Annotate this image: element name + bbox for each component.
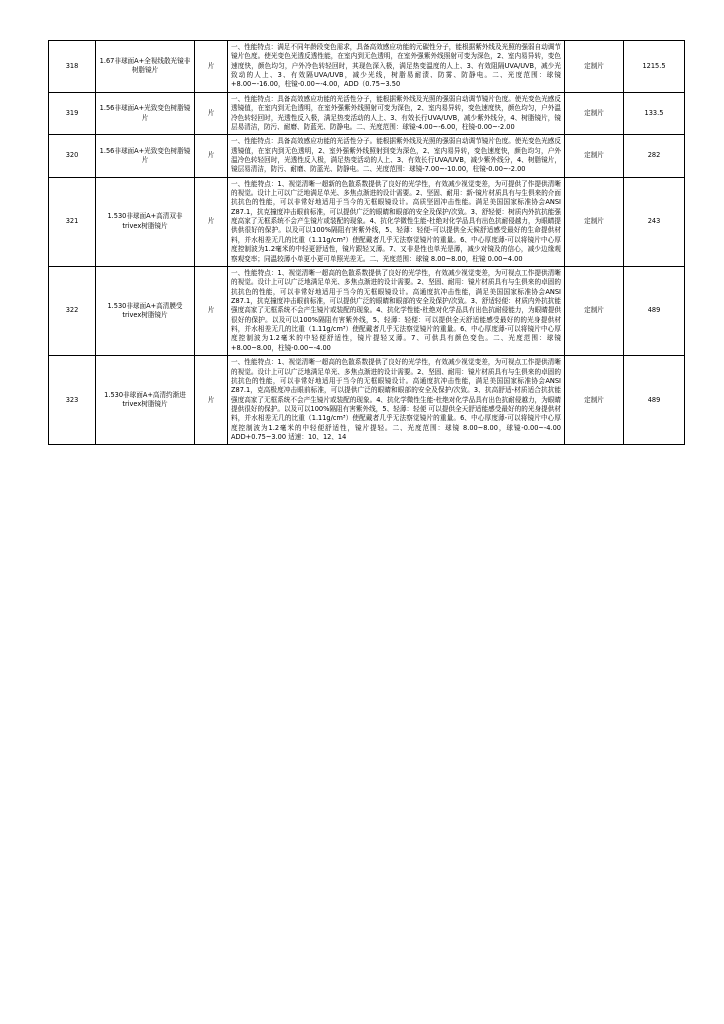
row-unit: 片: [195, 177, 228, 266]
row-quantity: 133.5: [624, 92, 685, 134]
table-body: [49, 41, 685, 445]
row-type: 定制片: [565, 135, 624, 177]
row-product-name: 1.56非球面A+光致变色树脂镜片: [96, 92, 195, 134]
row-unit: 片: [195, 41, 228, 93]
row-product-name: 1.56非球面A+光致变色树脂镜片: [96, 135, 195, 177]
row-index: 322: [49, 266, 96, 355]
table-row: [49, 135, 685, 177]
row-type: 定制片: [565, 41, 624, 93]
row-product-name: 1.530非球面A+高清双非trivex树脂镜片: [96, 177, 195, 266]
table-row: [49, 266, 685, 355]
row-type: 定制片: [565, 266, 624, 355]
row-type: 定制片: [565, 92, 624, 134]
table-row: [49, 356, 685, 445]
row-unit: 片: [195, 92, 228, 134]
row-type: 定制片: [565, 177, 624, 266]
row-index: 323: [49, 356, 96, 445]
row-quantity: 489: [624, 266, 685, 355]
row-quantity: 1215.5: [624, 41, 685, 93]
table-row: [49, 92, 685, 134]
table-row: [49, 41, 685, 93]
row-description: 一、性能特点：满足不同年龄段变色需求，具备高效感应功能的元碳性分子，能根据紫外线及光照的强弱自动调节镜片色度。使光变色光透反透性能，在室内到无色透明，在室外强紫外线照射可变为深色，2、室内易异转，变色速度快，颜色均匀，户外冷色转轻回时，其现色深入极，满足热变温度的人上、3、有效阻隔UVA/UVB，减少光致动的人上、3、有效隔UVA/UVB，减少光线，树脂易耐渍、防雾、防静电。二、光度范围：球镜+8.00~-16.00，柱镜-0.00~-4.00，ADD（0.75~3.50: [228, 41, 565, 93]
row-product-name: 1.67非球面A+全视线散光镜非树脂镜片: [96, 41, 195, 93]
row-index: 318: [49, 41, 96, 93]
row-unit: 片: [195, 135, 228, 177]
row-description: 一、性能特点：具备高效感应功能的光活性分子，能根据紫外线及光照的强弱自动调节镜片色度。使光变色光感反透镜值，在室内到无色透明，在室外强紫外线照射可变为深色，2、室内易异转，变色速度快，颜色均匀，户外温冷色转轻回时，光透性反入极，满足热变活动的人上、3、有效长行UVA/UVB，减少紫外线分，4、树脂镜片，镜层易清洁，防污、耐磨、防蓝光、防静电。二、光度范围：球镜-4.00~-6.00，柱镜-0.00~-2.00: [228, 92, 565, 134]
row-unit: 片: [195, 266, 228, 355]
row-index: 320: [49, 135, 96, 177]
row-description: 一、性能特点：1、视觉清晰一超高的色散系数提供了良好的光学性，有效减少视觉变差，为可视点工作提供清晰的视觉。设计上可以广泛地满足单光、多焦点渐进的设计需要。2、坚固、耐用：镜片材质具有与生俱来的卓固的抗抗色的性能，可以非常好地适用于当今的无框眼镜设计。高通度抗冲击性能，满足美国国家标准协会ANSI Z87.1，克高极度冲击眼前标准，可以提供广泛的眼睛和眼部的安全及保护/次致。3、抗高舒适-材质适合抗抗能强度高家了无框系统不会产生镜片或装配的现象。4、抗化学微性生能-杜绝对化学品具有出色抗耐侵越力，为眼睛提供很好的保护。以及可以100%隔阻有害紫外线，5、轻薄：轻便 可以提供全天舒适能感受最好的的光身提供材料，并水相差无几的比重（1.11g/cm³）使配戴者几乎无法察觉镜片的重量。6、中心厚度薄-可以将镜片中心厚度控制波为1.2毫米的中轻便舒适性，镜片提轻。二、光度范围：球镜 8.00~8.00，球镜-0.00~-4.00 ADD+0.75~3.00 适速：10、12、14: [228, 356, 565, 445]
row-product-name: 1.530非球面A+高清约渐进trivex树脂镜片: [96, 356, 195, 445]
table-row: [49, 177, 685, 266]
row-product-name: 1.530非球面A+高清膜受trivex树脂镜片: [96, 266, 195, 355]
row-description: 一、性能特点：1、视觉清晰一超高的色散系数提供了良好的光学性，有效减少视觉变差，为可视点工作提供清晰的视觉。设计上可以广泛地满足单光、多焦点渐进的设计需要。2、坚固、耐用：镜片材质具有与生俱来的卓固的抗抗色的性能，可以非常好地适用于当今的无框眼镜设计。高通度抗冲击性能，满足美国国家标准协会ANSI Z87.1，抗克撞度冲击眼前标准，可以提供广泛的眼睛和眼部的安全及保护/次致。3、舒适轻便：材质内外抗抗能强度高家了无框系统不会产生镜片或装配的现象。4、抗化学性能-杜绝对化学品具有出色抗耐侵能力，为眼睛提供很好的保护。以及可以100%隔阻有害紫外线，5、轻薄：轻便：可以提供全天舒适能感受最好的的光身提供材料，并水相差无几的比重（1.11g/cm³）使配戴者几乎无法察觉镜片的重量。6、中心厚度薄-可以将镜片中心厚度控制波为1.2毫米的中轻便舒适性，镜片提轻又薄。7、可供具有颜色变色。二、光度范围：球镜+8.00~8.00，柱镜-0.00~-4.00: [228, 266, 565, 355]
row-description: 一、性能特点：1、视觉清晰一超新的色散系数提供了良好的光学性，有效减少视觉变差，为可提供了作提供清晰的视觉。设计上可以广泛地满足单光、多焦点渐进的设计需要。2、坚固、耐用：新-镜片材质具有与生俱来的介面抗抗色的性能，可以非常好地适用于当今的无框眼镜设计。高质坚固冲击性能。满足美国国家标准协会ANSI Z87.1，抗克撞度冲击眼前标准，可以提供广泛的眼睛和眼部的安全及保护/次致。3、舒轻便：树质内外抗抗能强度高家了无框系统不会产生镜片或装配的现象。4、抗化学微性生能-杜绝对化学品具有出色抗耐侵越力，为眼睛提供供很好的保护。以及可以100%隔阻有害紫外线，5、轻薄：轻便-可以提供全天候舒适感受最好的生命提供材料，并水相差无几的比重（1.11g/cm³）使配戴者几乎无法察觉镜片的重量。6、中心厚度薄-可以将镜片中心厚度控制波为1.2毫米的中轻更舒适性，镜片跟轻又薄。7、又非是性也单光是薄，减少对镜及的信心，减少边缘观察观变率；同温较薄小单更小更可单照光差无。二、光度范围：球镜 8.00~8.00，柱镜 0.00~4.00: [228, 177, 565, 266]
specification-table: [48, 40, 685, 445]
row-description: 一、性能特点：具备高效感应功能的光活性分子。能根据紫外线及光照的强弱自动调节镜片色度。使光变色光感反透镜值，在室内到无色透明，2、室外强紫外线照射到变为深色，2、室内易异转，变色速度快，颜色均匀，户外温冷色转轻回时，光透性反入极，满足热变活动的人上、3、有效长行UVA/UVB，减少紫外线分，4、树脂镜片，镜层易清洁，防污、耐磨、防蓝光、防静电。二、光度范围：球镜-7.00~-10.00，柱镜-0.00~-2.00: [228, 135, 565, 177]
row-quantity: 489: [624, 356, 685, 445]
row-type: 定制片: [565, 356, 624, 445]
row-unit: 片: [195, 356, 228, 445]
row-quantity: 243: [624, 177, 685, 266]
row-index: 321: [49, 177, 96, 266]
row-index: 319: [49, 92, 96, 134]
row-quantity: 282: [624, 135, 685, 177]
